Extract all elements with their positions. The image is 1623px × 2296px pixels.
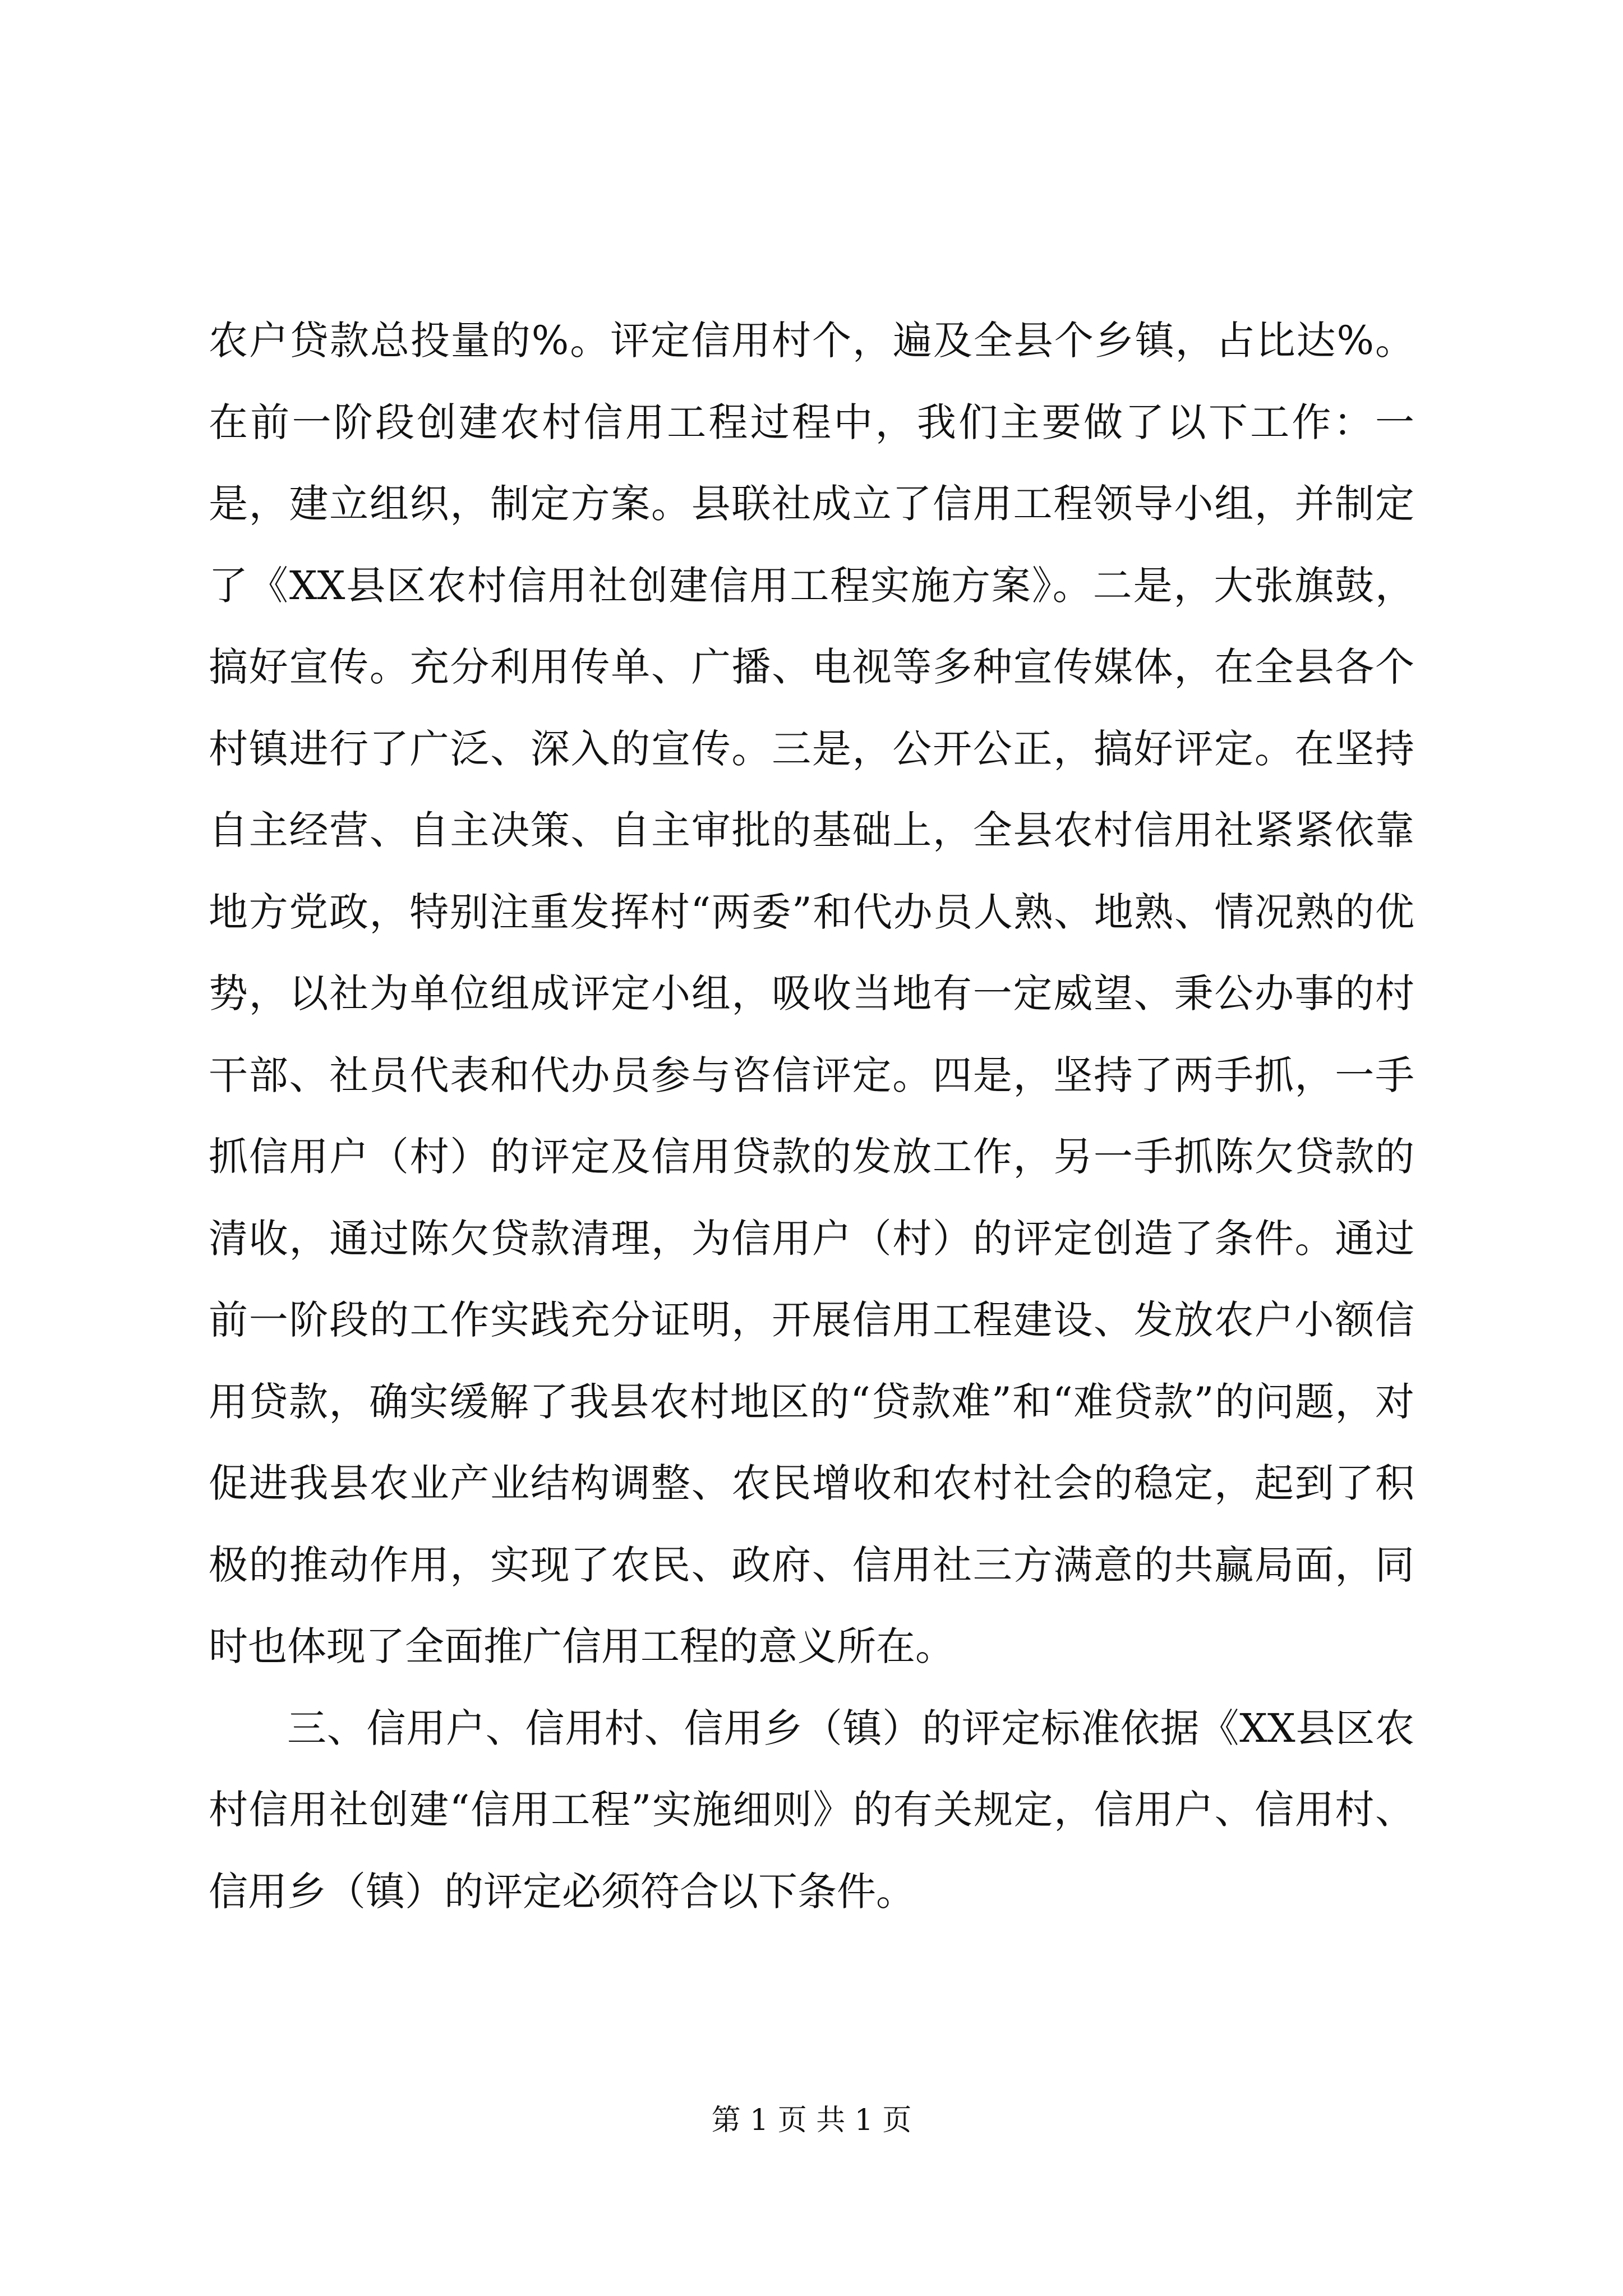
paragraph-evaluation-standards: 三、信用户、信用村、信用乡（镇）的评定标准依据《XX县区农村信用社创建“信用工程”实施细则》的有关规定，信用户、信用村、信用乡（镇）的评定必须符合以下条件。 [209, 1705, 1414, 1915]
page-footer [0, 2101, 1623, 2140]
document-body [209, 300, 1414, 1932]
page-number-label: 第 1 页 共 1 页 [711, 2104, 912, 2137]
paragraph-credit-project-summary: 农户贷款总投量的%。评定信用村个，遍及全县个乡镇，占比达%。在前一阶段创建农村信用工程过程中，我们主要做了以下工作：一是，建立组织，制定方案。县联社成立了信用工程领导小组，并制定了《XX县区农村信用社创建信用工程实施方案》。二是，大张旗鼓，搞好宣传。充分利用传单、广播、电视等多种宣传媒体，在全县各个村镇进行了广泛、深入的宣传。三是，公开公正，搞好评定。在坚持自主经营、自主决策、自主审批的基础上，全县农村信用社紧紧依靠地方党政，特别注重发挥村“两委”和代办员人熟、地熟、情况熟的优势，以社为单位组成评定小组，吸收当地有一定威望、秉公办事的村干部、社员代表和代办员参与咨信评定。四是，坚持了两手抓，一手抓信用户（村）的评定及信用贷款的发放工作，另一手抓陈欠贷款的清收，通过陈欠贷款清理，为信用户（村）的评定创造了条件。通过前一阶段的工作实践充分证明，开展信用工程建设、发放农户小额信用贷款，确实缓解了我县农村地区的“贷款难”和“难贷款”的问题，对促进我县农业产业结构调整、农民增收和农村社会的稳定，起到了积极的推动作用，实现了农民、政府、信用社三方满意的共赢局面，同时也体现了全面推广信用工程的意义所在。 [209, 318, 1414, 1669]
